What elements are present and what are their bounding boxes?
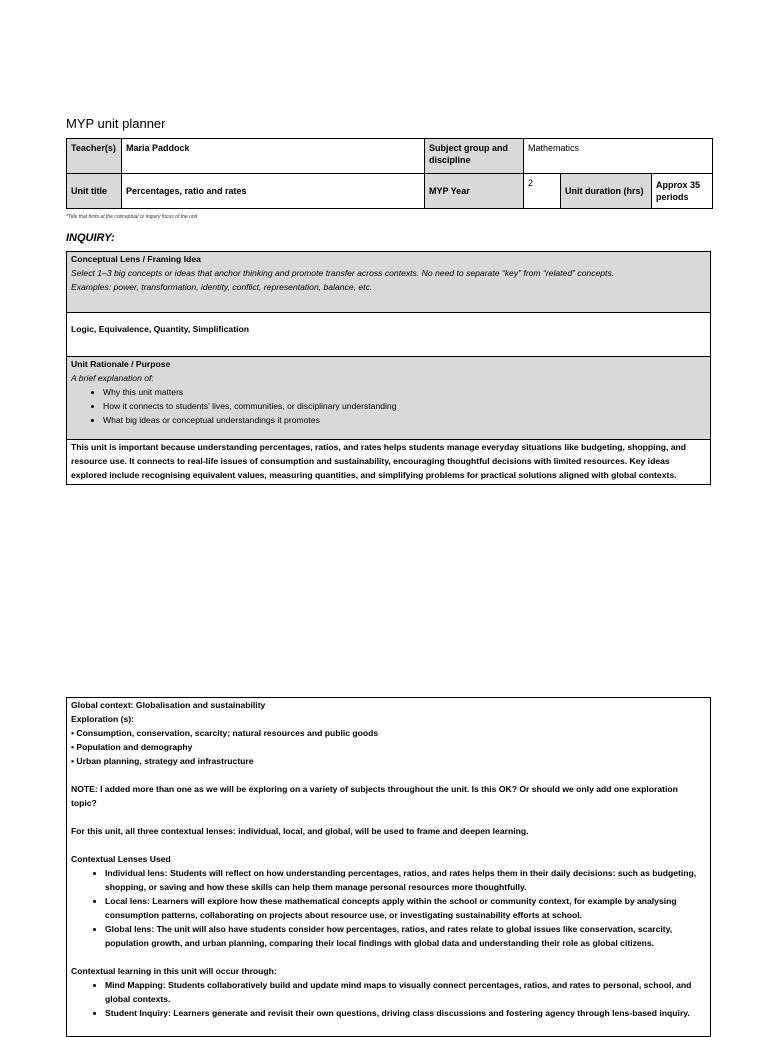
rationale-prompt [66,356,711,440]
learning-title: Contextual learning in this unit will occur through: [71,966,277,976]
exploration-item: • Population and demography [71,742,193,752]
rationale-bullets [67,385,710,427]
unit-title-value: Percentages, ratio and rates [122,174,425,209]
lenses-title: Contextual Lenses Used [71,854,171,864]
footnote: *Title that hints at the conceptual or inquiry focus of the unit [66,214,198,220]
unit-title-label: Unit title [67,174,122,209]
conceptual-lens-prompt [66,251,711,313]
conceptual-lens-instruction-1: Select 1–3 big concepts or ideas that anchor thinking and promote transfer across contexts. No need to separate “key” from “related” concepts. [71,268,615,278]
list-item: • Global lens: The unit will also have students consider how percentages, ratios, and rates relate to global issues like conservation, scarcity, population growth, and urban planning, comparing their local findings with global data and understanding their role as global citizens. [105,922,706,950]
rationale-title: Unit Rationale / Purpose [71,359,171,369]
exploration-note: NOTE: I added more than one as we will be exploring on a variety of subjects throughout the unit. Is this OK? Or should we only add one exploration topic? [71,784,678,808]
lenses-list [71,866,706,950]
global-context-box [66,697,711,1037]
duration-label: Unit duration (hrs) [561,174,652,209]
global-context-heading: Global context: Globalisation and sustainability [71,700,266,710]
list-item: • Mind Mapping: Students collaboratively build and update mind maps to visually connect percentages, ratios, and rates to personal, school, and global contexts. [105,978,706,1006]
learning-list [71,978,706,1020]
rationale-intro: A brief explanation of: [71,373,154,383]
list-item: • What big ideas or conceptual understandings it promotes [103,413,710,427]
teacher-label: Teacher(s) [67,139,122,174]
subject-label: Subject group and discipline [425,139,524,174]
rationale-answer: This unit is important because understanding percentages, ratios, and rates helps students manage everyday situations like budgeting, shopping, and resource use. It connects to real-life issues of consumption and sustainability, encouraging thoughtful decisions with limited resources. Key ideas explored include recognising equivalent values, measuring quantities, and simplifying problems for practical solutions aligned with global contexts. [71,442,687,480]
duration-value: Approx 35 periods [652,174,713,209]
conceptual-lens-answer: Logic, Equivalence, Quantity, Simplification [71,324,249,334]
exploration-label: Exploration (s): [71,714,135,724]
list-item: • Individual lens: Students will reflect on how understanding percentages, ratios, and rates helps them in their daily decisions: such as budgeting, shopping, or saving and how these skills can help them manage personal resources more thoughtfully. [105,866,706,894]
rationale-answer-box [66,439,711,485]
exploration-item: • Urban planning, strategy and infrastructure [71,756,254,766]
conceptual-lens-instruction-2: Examples: power, transformation, identity, conflict, representation, balance, etc. [71,282,373,292]
subject-value: Mathematics [524,139,713,174]
inquiry-heading: INQUIRY: [66,232,115,244]
exploration-item: • Consumption, conservation, scarcity; natural resources and public goods [71,728,379,738]
page-title: MYP unit planner [66,116,166,131]
unit-header-table [66,138,713,209]
conceptual-lens-answer-box [66,312,711,357]
lenses-intro: For this unit, all three contextual lenses: individual, local, and global, will be used to frame and deepen learning. [71,826,529,836]
conceptual-lens-title: Conceptual Lens / Framing Idea [71,254,201,264]
myp-year-label: MYP Year [425,174,524,209]
myp-year-value: 2 [524,174,561,209]
teacher-value: Maria Paddock [122,139,425,174]
list-item: • Why this unit matters [103,385,710,399]
list-item: • Local lens: Learners will explore how these mathematical concepts apply within the school or community context, for example by analysing consumption patterns, collaborating on projects about resource use, or investigating sustainability efforts at school. [105,894,706,922]
list-item: • Student Inquiry: Learners generate and revisit their own questions, driving class discussions and fostering agency through lens-based inquiry. [105,1006,706,1020]
list-item: • How it connects to students' lives, communities, or disciplinary understanding [103,399,710,413]
